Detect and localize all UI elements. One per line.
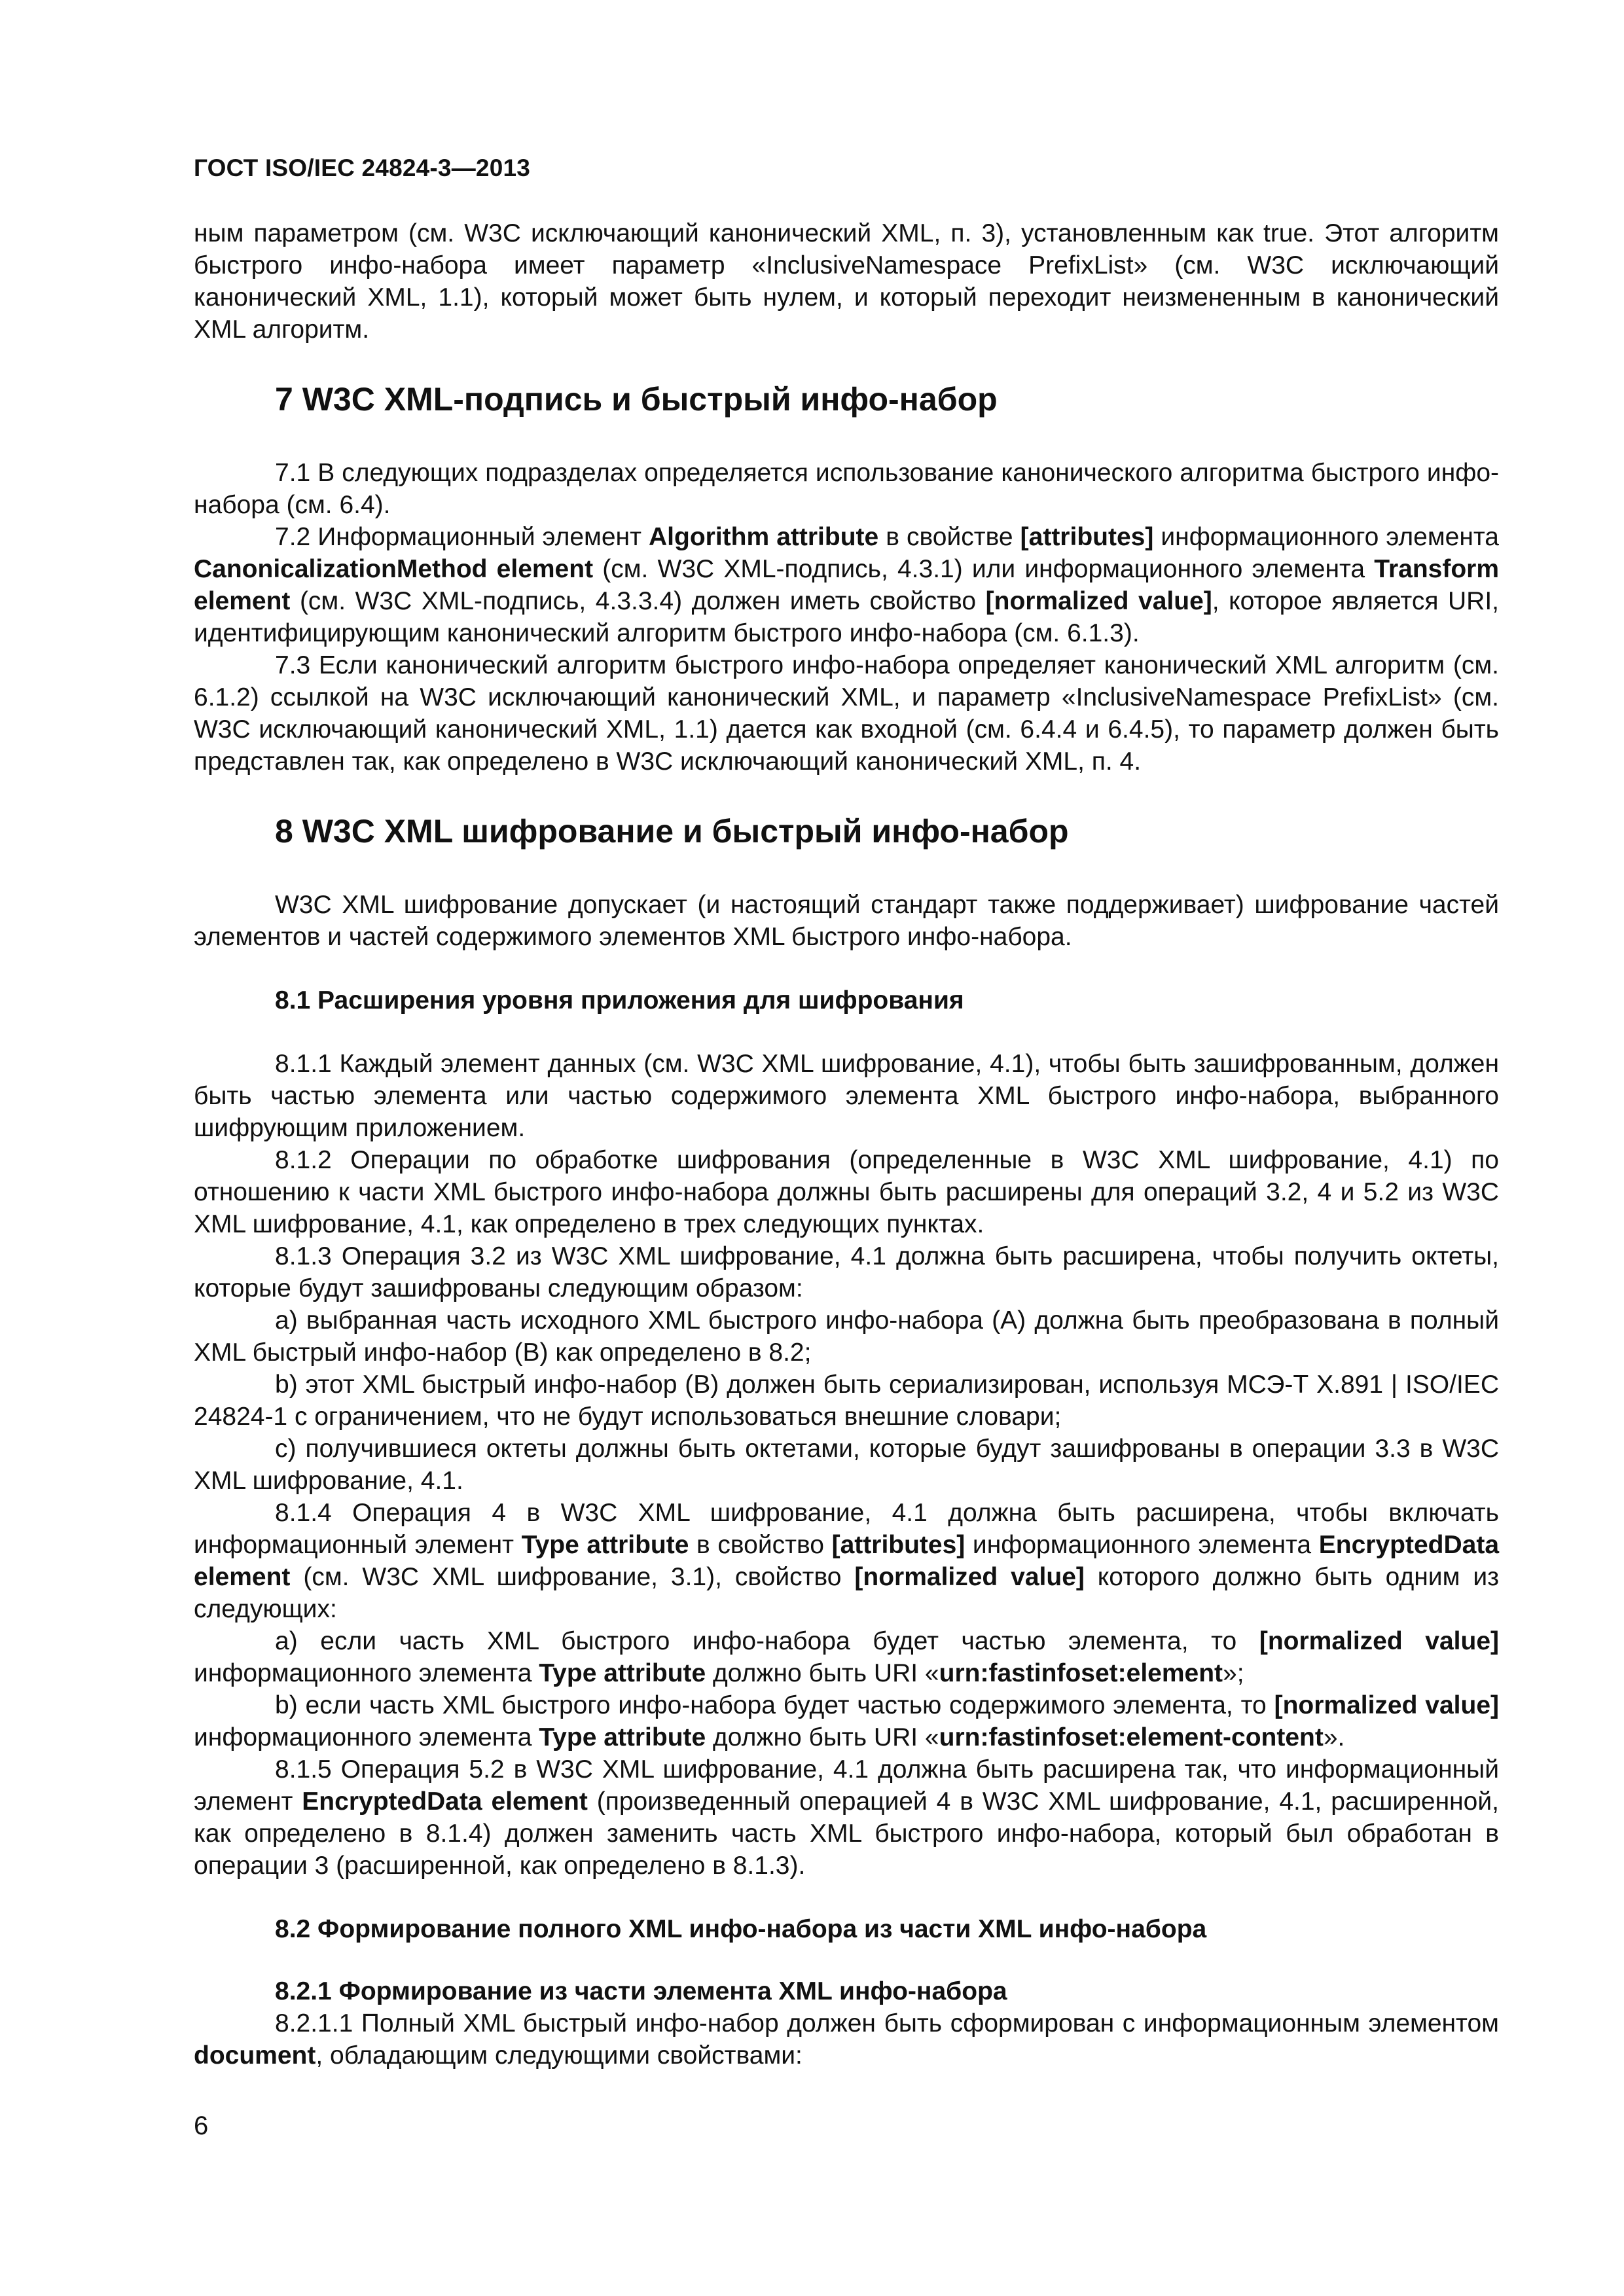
- list-item-8-1-3-c: c) получившиеся октеты должны быть октетами, которые будут зашифрованы в операции 3.3 в W3C XML шифрование, 4.1.: [194, 1435, 1499, 1495]
- paragraph-8-1-2: 8.1.2 Операции по обработке шифрования (определенные в W3C XML шифрование, 4.1) по отношению к части XML быстрого инфо-набора должны быть расширены для операций 3.2, 4 и 5.2 из W3C XML шифрование, 4.1, как определено в трех следующих пунктах.: [194, 1146, 1499, 1238]
- list-item-8-1-4-a: а) если часть XML быстрого инфо-набора будет частью элемента, то [normalized value] информационного элемента Type attribute должно быть URI «urn:fastinfoset:element»;: [194, 1627, 1499, 1687]
- paragraph-7-2: 7.2 Информационный элемент Algorithm attribute в свойстве [attributes] информационного элемента CanonicalizationMethod element (см. W3C XML-подпись, 4.3.1) или информационного элемента Transform element (см. W3C XML-подпись, 4.3.3.4) должен иметь свойство [normalized value], которое является URI, идентифицирующим канонический алгоритм быстрого инфо-набора (см. 6.1.3).: [194, 523, 1499, 647]
- paragraph-8-1-5: 8.1.5 Операция 5.2 в W3C XML шифрование, 4.1 должна быть расширена так, что информационный элемент EncryptedData element (произведенный операцией 4 в W3C XML шифрование, 4.1, расширенной, как определено в 8.1.4) должен заменить часть XML быстрого инфо-набора, который был обработан в операции 3 (расширенной, как определено в 8.1.3).: [194, 1755, 1499, 1880]
- paragraph-8-1-4: 8.1.4 Операция 4 в W3C XML шифрование, 4.1 должна быть расширена, чтобы включать информационный элемент Type attribute в свойство [attributes] информационного элемента EncryptedData element (см. W3C XML шифрование, 3.1), свойство [normalized value] которого должно быть одним из следующих:: [194, 1499, 1500, 1623]
- subsection-8-1-heading: 8.1 Расширения уровня приложения для шифрования: [275, 986, 964, 1014]
- list-item-8-1-3-a: а) выбранная часть исходного XML быстрого инфо-набора (A) должна быть преобразована в полный XML быстрый инфо-набор (B) как определено в 8.2;: [194, 1306, 1499, 1367]
- paragraph-8-1-1: 8.1.1 Каждый элемент данных (см. W3C XML шифрование, 4.1), чтобы быть зашифрованным, должен быть частью элемента или частью содержимого элемента XML быстрого инфо-набора, выбранного шифрующим приложением.: [194, 1050, 1499, 1142]
- paragraph-8-intro: W3C XML шифрование допускает (и настоящий стандарт также поддерживает) шифрование частей элементов и частей содержимого элементов XML быстрого инфо-набора.: [194, 891, 1499, 951]
- section-8-heading: 8 W3C XML шифрование и быстрый инфо-набор: [275, 813, 1069, 850]
- paragraph-continuation: ным параметром (см. W3C исключающий канонический XML, п. 3), установленным как true. Этот алгоритм быстрого инфо-набора имеет параметр «InclusiveNamespace PrefixList» (см. W3C исключающий канонический XML, 1.1), который может быть нулем, и который переходит неизмененным в канонический XML алгоритм.: [194, 219, 1499, 344]
- paragraph-7-3: 7.3 Если канонический алгоритм быстрого инфо-набора определяет канонический XML алгоритм (см. 6.1.2) ссылкой на W3C исключающий канонический XML, и параметр «InclusiveNamespace PrefixList» (см. W3C исключающий канонический XML, 1.1) дается как входной (см. 6.4.4 и 6.4.5), то параметр должен быть представлен так, как определено в W3C исключающий канонический XML, п. 4.: [194, 651, 1499, 776]
- page-number: 6: [194, 2111, 209, 2140]
- document-header: ГОСТ ISO/IEC 24824-3—2013: [194, 154, 531, 181]
- paragraph-8-2-1-1: 8.2.1.1 Полный XML быстрый инфо-набор должен быть сформирован с информационным элементом document, обладающим следующими свойствами:: [194, 2009, 1499, 2070]
- paragraph-7-1: 7.1 В следующих подразделах определяется использование канонического алгоритма быстрого инфо-набора (см. 6.4).: [194, 459, 1499, 519]
- list-item-8-1-4-b: b) если часть XML быстрого инфо-набора будет частью содержимого элемента, то [normalized value] информационного элемента Type attribute должно быть URI «urn:fastinfoset:element-content».: [194, 1691, 1499, 1751]
- paragraph-8-1-3: 8.1.3 Операция 3.2 из W3C XML шифрование, 4.1 должна быть расширена, чтобы получить октеты, которые будут зашифрованы следующим образом:: [194, 1242, 1499, 1302]
- list-item-8-1-3-b: b) этот XML быстрый инфо-набор (B) должен быть сериализирован, используя МСЭ-Т X.891 | ISO/IEC 24824-1 с ограничением, что не будут использоваться внешние словари;: [194, 1371, 1499, 1431]
- section-7-heading: 7 W3C XML-подпись и быстрый инфо-набор: [275, 381, 998, 418]
- subsection-8-2-heading: 8.2 Формирование полного XML инфо-набора из части XML инфо-набора: [275, 1915, 1207, 1943]
- page-content: [194, 217, 1499, 2072]
- subsection-8-2-1-heading: 8.2.1 Формирование из части элемента XML инфо-набора: [275, 1977, 1007, 2005]
